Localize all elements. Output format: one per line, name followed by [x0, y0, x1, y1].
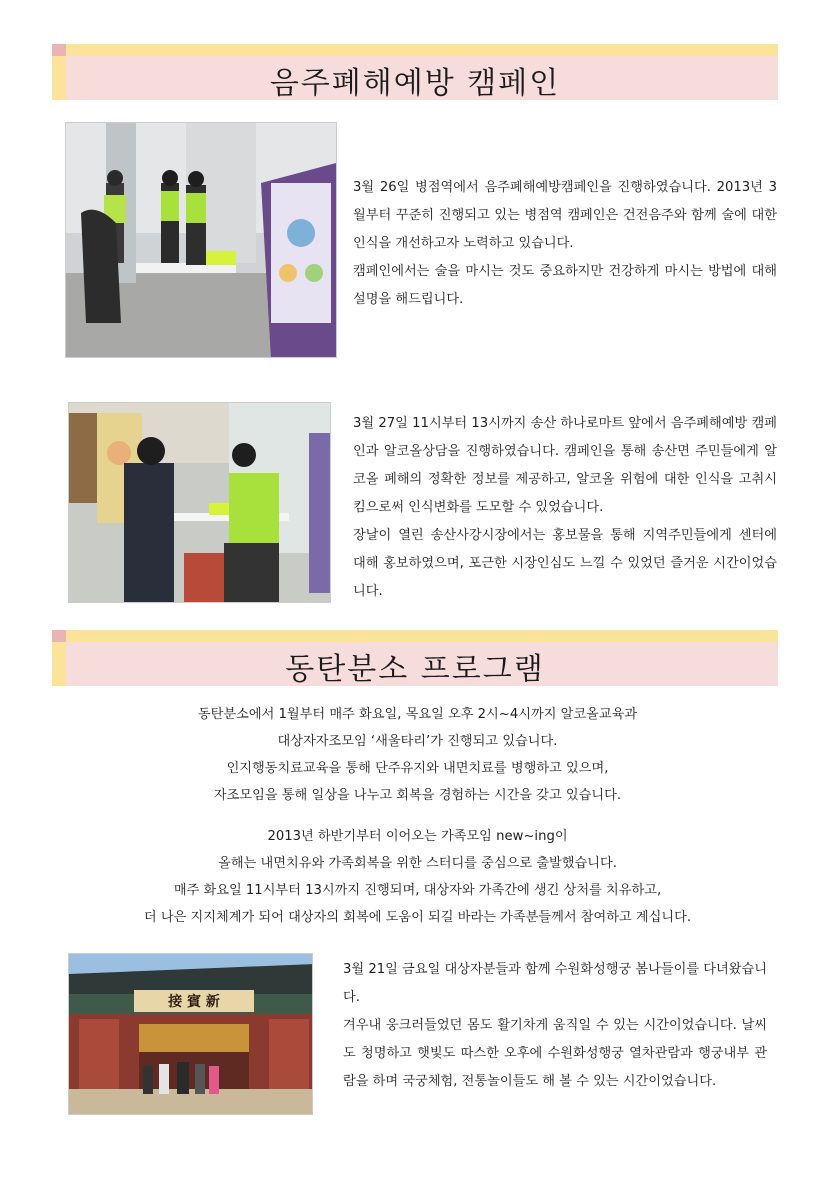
program-line: 인지행동치료교육을 통해 단주유지와 내면치료를 병행하고 있으며,	[226, 761, 609, 776]
section-banner-campaign	[52, 44, 778, 100]
program-line: 동탄분소에서 1월부터 매주 화요일, 목요일 오후 2시~4시까지 알코올교육과	[197, 707, 638, 722]
article-paragraph: 겨우내 웅크러들었던 몸도 활기차게 움직일 수 있는 시간이었습니다. 날씨도 청명하고 햇빛도 따스한 오후에 수원화성행궁 열차관람과 행궁내부 관람을 하며 국궁체험, 전통놀이들도 해 볼 수 있는 시간이었습니다.	[343, 1018, 767, 1089]
article-paragraph: 3월 26일 병점역에서 음주폐해예방캠페인을 진행하였습니다. 2013년 3월부터 꾸준히 진행되고 있는 병점역 캠페인은 건전음주와 함께 술에 대한 인식을 개선하고자 노력하고 있습니다.	[353, 180, 777, 251]
article-paragraph: 3월 27일 11시부터 13시까지 송산 하나로마트 앞에서 음주폐해예방 캠페인과 알코올상담을 진행하였습니다. 캠페인을 통해 송산면 주민들에게 알코올 폐해의 정확한 정보를 제공하고, 알코올 위험에 대한 인식을 고취시킴으로써 인식변화를 도모할 수 있었습니다.	[353, 416, 777, 515]
palace-signboard: 接 賓 新	[168, 994, 220, 1010]
outing-article	[343, 956, 767, 1096]
program-description	[60, 701, 775, 931]
program-line: 대상자자조모임 ‘새울타리’가 진행되고 있습니다.	[277, 734, 558, 749]
section-title: 동탄분소 프로그램	[285, 652, 545, 687]
article-paragraph: 캠페인에서는 술을 마시는 것도 중요하지만 건강하게 마시는 방법에 대해 설명을 해드립니다.	[353, 264, 777, 307]
section-title: 음주폐해예방 캠페인	[269, 66, 561, 101]
program-line: 매주 화요일 11시부터 13시까지 진행되며, 대상자와 가족간에 생긴 상처를 치유하고,	[173, 883, 662, 898]
article-paragraph: 장날이 열린 송산사강시장에서는 홍보물을 통해 지역주민들에게 센터에 대해 홍보하였으며, 포근한 시장인심도 느낄 수 있었던 즐거운 시간이었습니다.	[353, 528, 777, 599]
section-banner-program	[52, 630, 778, 686]
program-line: 자조모임을 통해 일상을 나누고 회복을 경험하는 시간을 갖고 있습니다.	[213, 788, 622, 803]
campaign-article-1	[353, 174, 777, 314]
campaign-station-photo	[65, 122, 337, 358]
campaign-article-2	[353, 410, 777, 606]
article-paragraph: 3월 21일 금요일 대상자분들과 함께 수원화성행궁 봄나들이를 다녀왔습니다.	[343, 962, 767, 1005]
palace-outing-photo	[68, 953, 313, 1115]
program-line: 더 나은 지지체계가 되어 대상자의 회복에 도움이 되길 바라는 가족분들께서 참여하고 계십니다.	[143, 910, 692, 925]
program-line: 올해는 내면치유와 가족회복을 위한 스터디를 중심으로 출발했습니다.	[218, 856, 617, 871]
program-line: 2013년 하반기부터 이어오는 가족모임 new~ing이	[267, 829, 568, 844]
campaign-market-photo	[68, 402, 331, 603]
